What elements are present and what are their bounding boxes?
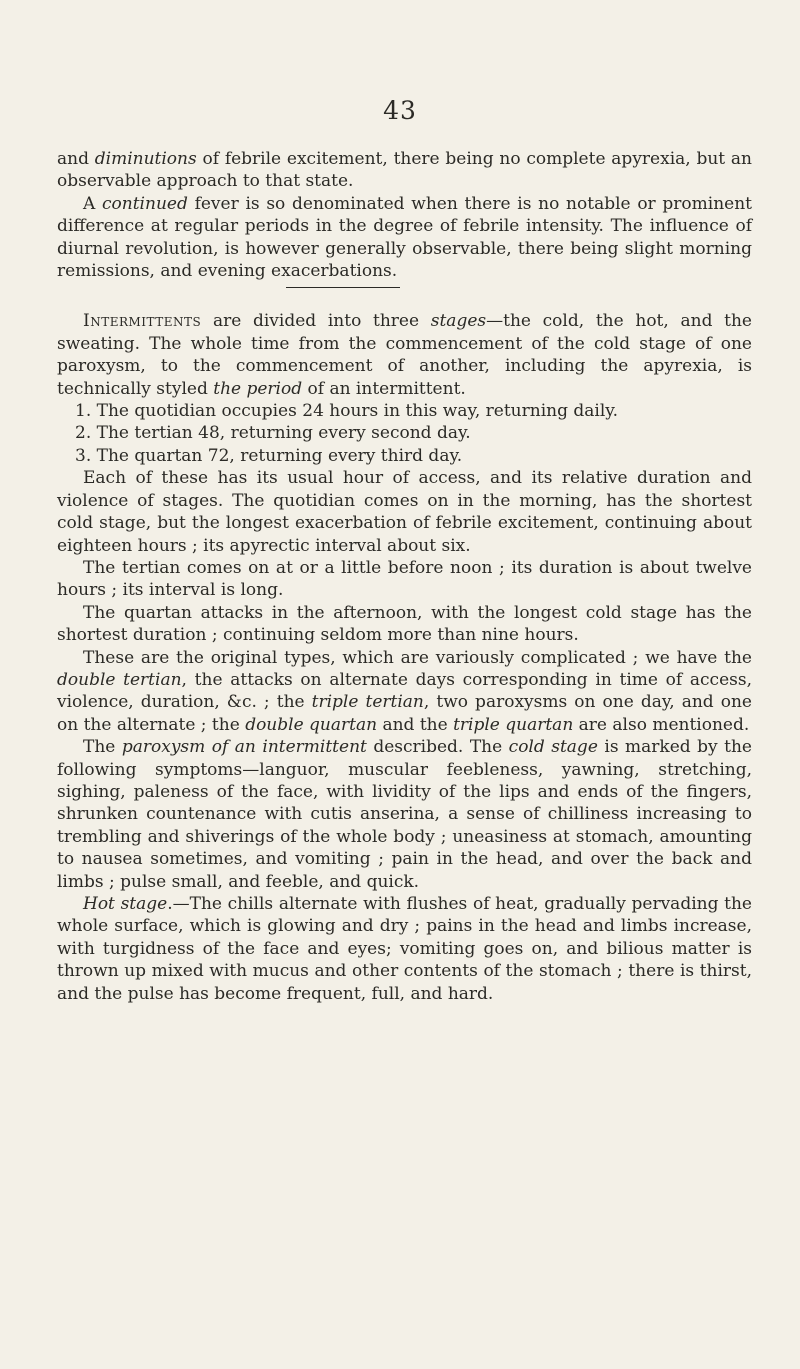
text-span: These are the original types, which are variously complicated ; we have the [83, 647, 752, 668]
text-span: A [83, 193, 103, 214]
list-item-tertian: 2. The tertian 48, returning every second day. [75, 423, 471, 444]
paragraph-original-types [57, 647, 752, 737]
body-text [57, 148, 752, 1005]
text-span: fever is so denominated when there is no notable or prominent difference at regular periods in the degree of febrile intensity. The influence of diurnal revolution, is however generally observable, there being slight morning remissions, and evening exacerbations. [57, 193, 752, 282]
italic-term: triple tertian [311, 692, 424, 713]
italic-term: Hot stage [83, 894, 168, 914]
italic-term: stages [430, 311, 487, 332]
section-divider [286, 287, 400, 288]
text-span: —the cold, the hot, and the sweating. The whole time from the commencement of the cold stage of one paroxysm, to the commencement of another, including the apyrexia, is technically styled [57, 311, 752, 399]
paragraph-intermittents [57, 310, 752, 400]
small-caps-term: Intermittents [83, 311, 202, 332]
italic-term: the period [213, 378, 303, 399]
italic-term: continued [102, 193, 188, 214]
text-span: described. The [366, 737, 509, 758]
text-span: of an intermittent. [302, 378, 466, 399]
list-item-quartan: 3. The quartan 72, returning every third day. [75, 445, 463, 466]
paragraph-access-duration: Each of these has its usual hour of access, and its relative duration and violence of stages. The quotidian comes on in the morning, has the shortest cold stage, but the longest exacerbation of febrile excitement, continuing about eighteen hours ; its apyrectic interval about six. [57, 468, 752, 556]
paragraph-quartan: The quartan attacks in the afternoon, with the longest cold stage has the shortest duration ; continuing seldom more than nine hours. [57, 602, 752, 646]
text-span: and [57, 149, 95, 169]
text-span: , the attacks on alternate days corresponding in time of access, violence, duration, &c. ; the [57, 669, 752, 713]
italic-term: triple quartan [453, 714, 574, 735]
text-span: and the [377, 714, 454, 735]
paragraph-cold-stage [57, 736, 752, 893]
paragraph-tertian: The tertian comes on at or a little before noon ; its duration is about twelve hours ; its interval is long. [57, 557, 752, 601]
italic-term: double quartan [245, 714, 378, 735]
italic-term: diminutions [94, 149, 197, 169]
text-span: The [83, 737, 122, 758]
text-span: is marked by the following symptoms—languor, muscular feebleness, yawning, stretching, sighing, paleness of the face, with lividity of the lips and ends of the fingers, shrunken countenance with cutis anserina, a sense of chilliness increasing to trembling and shiverings of the whole body ; uneasiness at stomach, amounting to nausea sometimes, and vomiting ; pain in the head, and over the back and limbs ; pulse small, and feeble, and quick. [57, 737, 752, 892]
text-span: , two paroxysms on one day, and one on the alternate ; the [57, 692, 752, 735]
list-item-quotidian: 1. The quotidian occupies 24 hours in this way, returning daily. [75, 401, 619, 422]
text-span: of febrile excitement, there being no complete apyrexia, but an observable approach to that state. [57, 149, 752, 192]
text-span: .—The chills alternate with flushes of heat, gradually pervading the whole surface, which is glowing and dry ; pains in the head and limbs increase, with turgidness of the face and eyes; vomiting goes on, and bilious matter is thrown up mixed with mucus and other contents of the stomach ; there is thirst, and the pulse has become frequent, full, and hard. [57, 894, 752, 1004]
italic-term: double tertian [57, 669, 182, 690]
text-span: are divided into three [201, 311, 431, 332]
text-span: are also mentioned. [573, 714, 750, 735]
paragraph-hot-stage [57, 893, 752, 1005]
paragraph-diminutions [57, 148, 752, 193]
italic-term: cold stage [508, 737, 598, 758]
paragraph-continued-fever [57, 193, 752, 283]
page-number: 43 [383, 96, 417, 125]
italic-term: paroxysm of an intermittent [121, 737, 367, 758]
